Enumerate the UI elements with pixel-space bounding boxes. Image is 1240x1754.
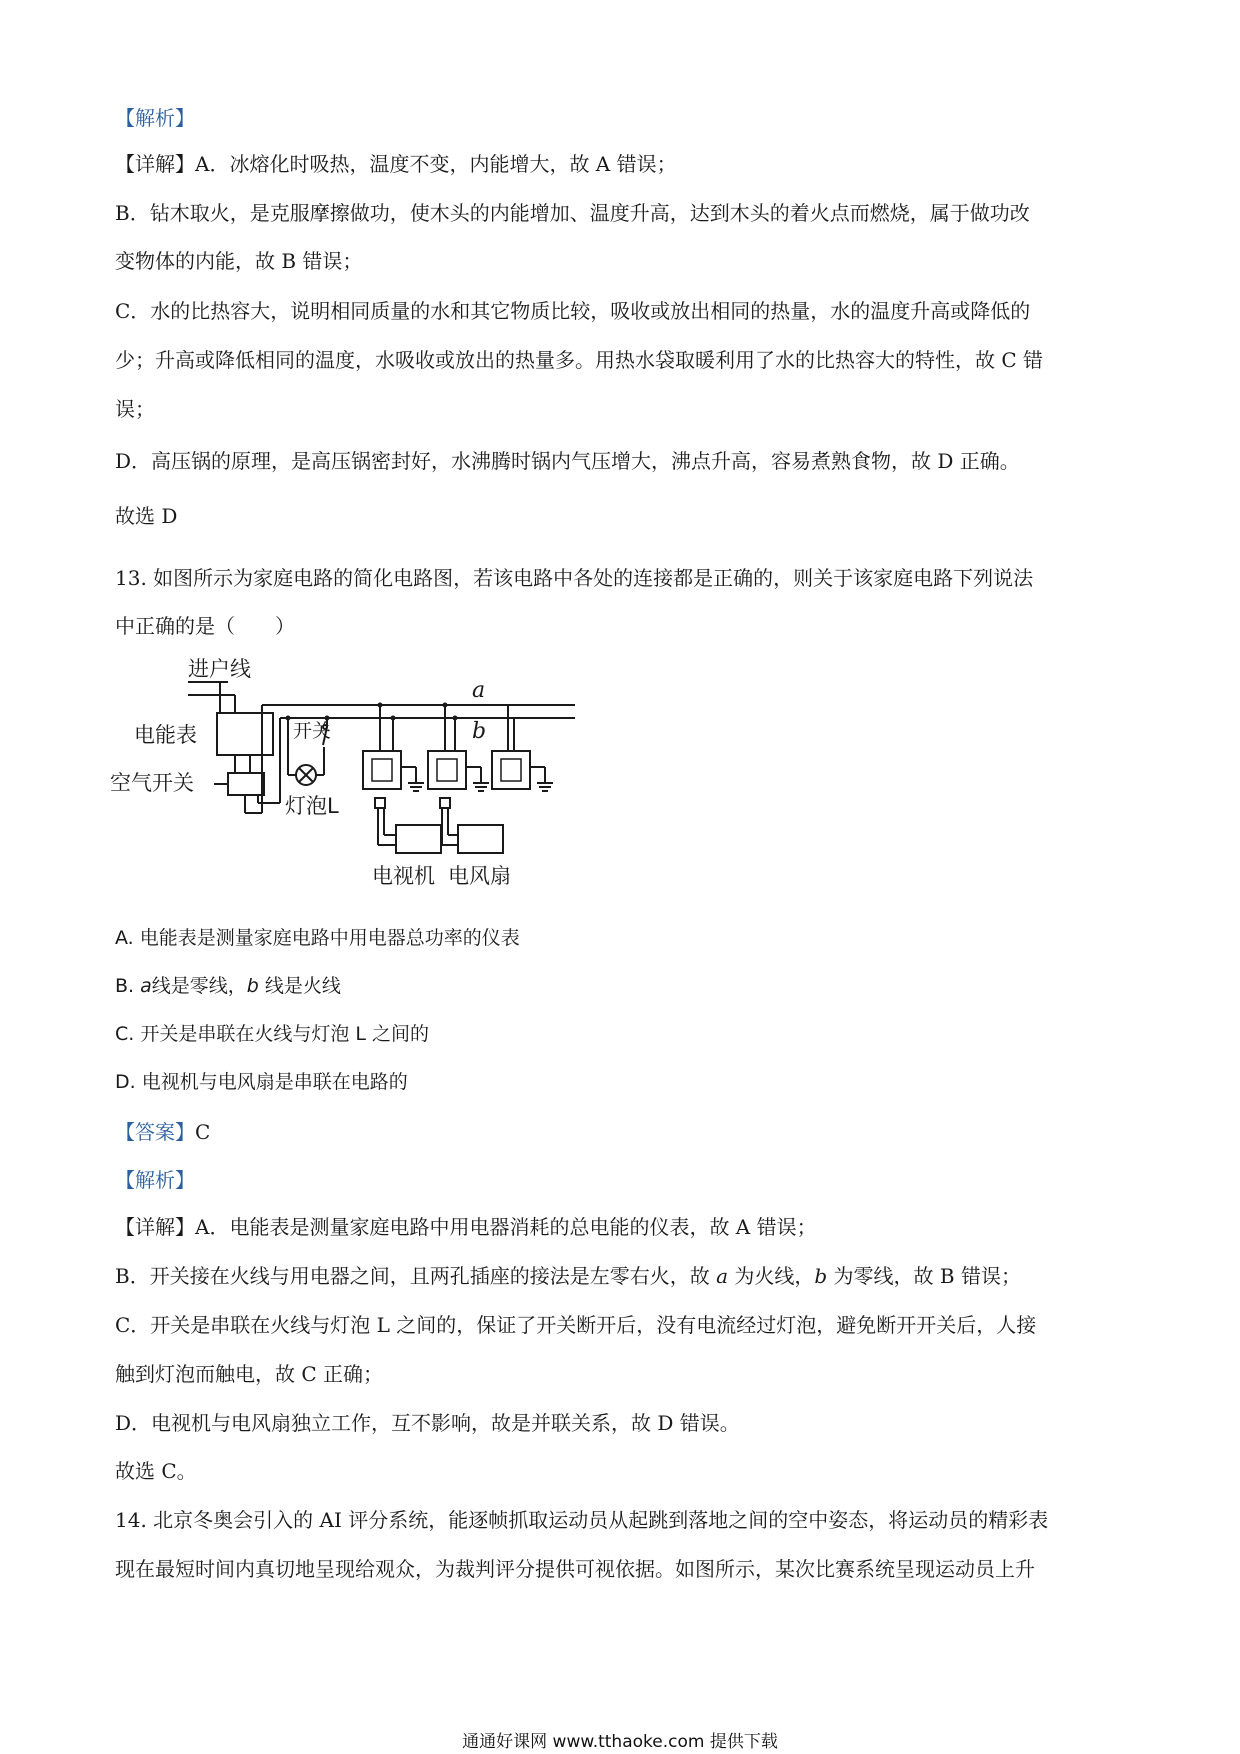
socket-2 xyxy=(428,751,466,789)
analysis-heading: 【解析】 xyxy=(115,106,195,130)
q14-stem-2: 现在最短时间内真切地呈现给观众，为裁判评分提供可视依据。如图所示，某次比赛系统呈现运动员上升 xyxy=(115,1557,1035,1581)
detail-line-6: 误； xyxy=(115,397,155,421)
circuit-diagram xyxy=(110,655,630,905)
q13-stem-2: 中正确的是（ ） xyxy=(115,614,295,638)
socket-3 xyxy=(492,751,530,789)
label-breaker: 空气开关 xyxy=(110,771,194,795)
meter-box xyxy=(217,713,273,755)
answer-value: C xyxy=(195,1120,211,1144)
tv-box xyxy=(396,825,441,853)
conclusion-line: 故选 D xyxy=(115,504,178,528)
q13-answer xyxy=(115,1118,210,1146)
q13-option-d: D. 电视机与电风扇是串联在电路的 xyxy=(115,1071,408,1093)
q13-detail-1: 【详解】A．电能表是测量家庭电路中用电器消耗的总电能的仪表，故 A 错误； xyxy=(115,1215,817,1239)
fan-plug xyxy=(440,798,450,808)
detail-line-2: B．钻木取火，是克服摩擦做功，使木头的内能增加、温度升高，达到木头的着火点而燃烧，属于做功改 xyxy=(115,201,1030,225)
q13-conclusion: 故选 C。 xyxy=(115,1459,197,1483)
detail-line-4: C．水的比热容大，说明相同质量的水和其它物质比较，吸收或放出相同的热量，水的温度升高或降低的 xyxy=(115,299,1031,323)
label-tv: 电视机 xyxy=(372,864,435,888)
q13-analysis-heading: 【解析】 xyxy=(115,1168,195,1192)
q13-detail-5: D．电视机与电风扇独立工作，互不影响，故是并联关系，故 D 错误。 xyxy=(115,1411,740,1435)
detail-line-3: 变物体的内能，故 B 错误； xyxy=(115,249,363,273)
bulb-symbol xyxy=(296,765,316,785)
q13-detail-4: 触到灯泡而触电，故 C 正确； xyxy=(115,1362,384,1386)
label-bulb: 灯泡L xyxy=(285,794,339,818)
breaker-box xyxy=(228,773,264,795)
q13-option-a: A. 电能表是测量家庭电路中用电器总功率的仪表 xyxy=(115,927,520,949)
label-switch: 开关 xyxy=(293,720,332,742)
detail-line-5: 少；升高或降低相同的温度，水吸收或放出的热量多。用热水袋取暖利用了水的比热容大的特性，故 C 错 xyxy=(115,348,1044,372)
label-wire-b: b xyxy=(472,719,487,744)
label-entry-line: 进户线 xyxy=(188,657,251,681)
fan-box xyxy=(458,825,503,853)
q13-detail-2: B．开关接在火线与用电器之间，且两孔插座的接法是左零右火，故 a 为火线，b 为零线，故 B 错误； xyxy=(115,1264,1021,1288)
q14-stem-1: 14. 北京冬奥会引入的 AI 评分系统，能逐帧抓取运动员从起跳到落地之间的空中姿态，将运动员的精彩表 xyxy=(115,1508,1049,1532)
detail-tag: 【详解】 xyxy=(115,152,195,176)
detail-line-1: 【详解】A．冰熔化时吸热，温度不变，内能增大，故 A 错误； xyxy=(115,152,677,176)
label-meter: 电能表 xyxy=(134,723,197,747)
q13-option-c: C. 开关是串联在火线与灯泡 L 之间的 xyxy=(115,1023,430,1045)
socket-1 xyxy=(363,751,401,789)
tv-plug xyxy=(375,798,385,808)
q13-stem-1: 13. 如图所示为家庭电路的简化电路图，若该电路中各处的连接都是正确的，则关于该家庭电路下列说法 xyxy=(115,566,1034,590)
q13-option-b: B. a线是零线，b 线是火线 xyxy=(115,975,341,997)
label-wire-a: a xyxy=(472,678,486,703)
answer-tag: 【答案】 xyxy=(115,1120,195,1144)
q13-detail-3: C．开关是串联在火线与灯泡 L 之间的，保证了开关断开后，没有电流经过灯泡，避免断开开关后，人接 xyxy=(115,1313,1037,1337)
page-footer: 通通好课网 www.tthaoke.com 提供下载 xyxy=(462,1732,778,1752)
label-fan: 电风扇 xyxy=(448,864,511,888)
detail-line-7: D．高压锅的原理，是高压锅密封好，水沸腾时锅内气压增大，沸点升高，容易煮熟食物，故 D 正确。 xyxy=(115,449,1020,473)
